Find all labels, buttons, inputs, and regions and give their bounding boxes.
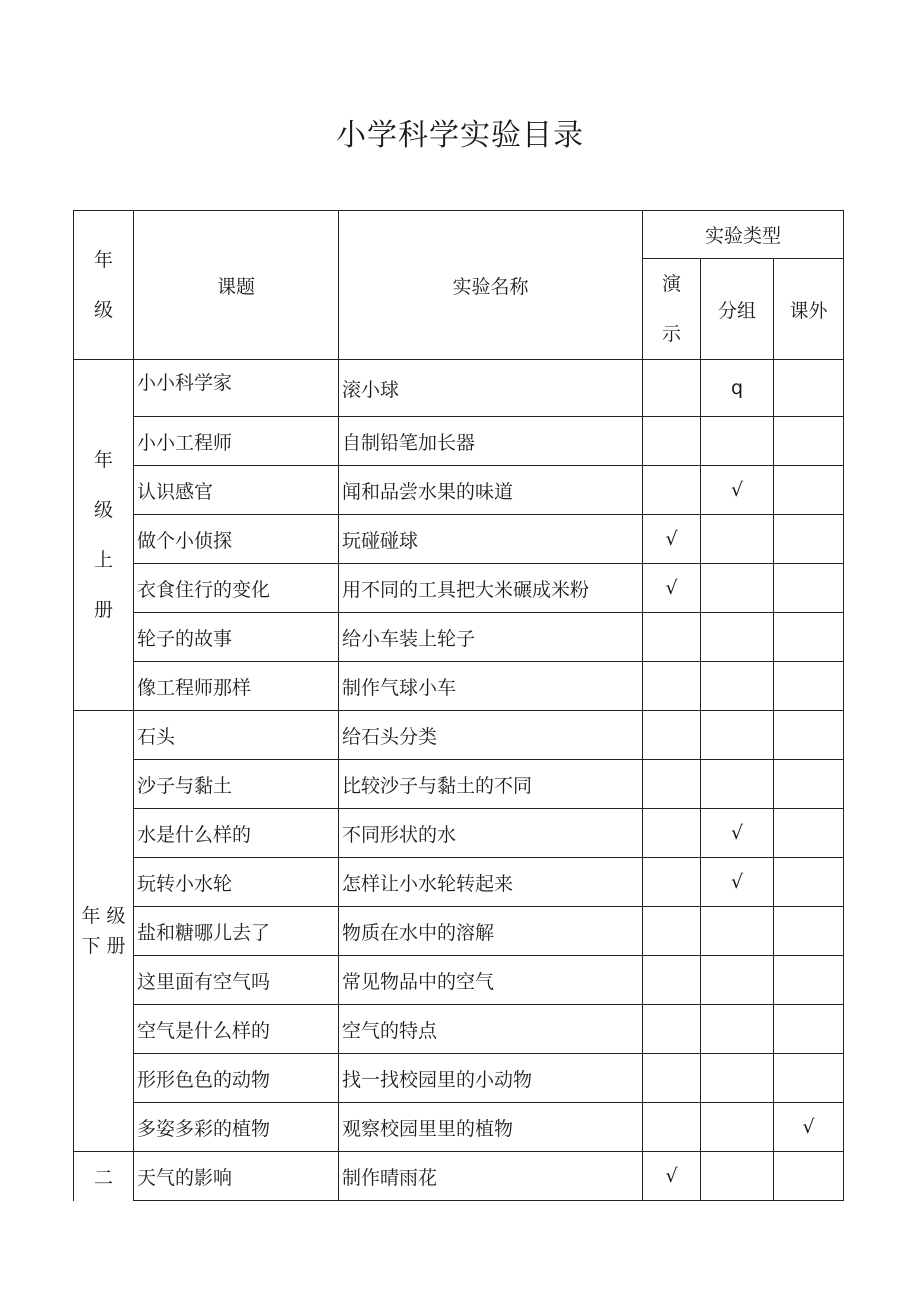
demo-mark-cell — [643, 809, 701, 858]
table-row — [74, 613, 844, 662]
table-row — [74, 662, 844, 711]
experiment-name-cell: 常见物品中的空气 — [339, 956, 643, 1005]
grade-cell: 年 级 上 册 — [74, 360, 134, 711]
demo-mark-cell — [643, 613, 701, 662]
extra-mark-cell — [774, 466, 844, 515]
table-row — [74, 809, 844, 858]
header-group: 分组 — [701, 259, 774, 360]
demo-mark-cell — [643, 956, 701, 1005]
extra-mark-cell — [774, 613, 844, 662]
table-row — [74, 1152, 844, 1201]
table-row — [74, 564, 844, 613]
experiment-name-cell: 观察校园里里的植物 — [339, 1103, 643, 1152]
extra-mark-cell — [774, 711, 844, 760]
experiment-name-cell: 用不同的工具把大米碾成米粉 — [339, 564, 643, 613]
demo-mark-cell — [643, 711, 701, 760]
extra-mark-cell — [774, 1152, 844, 1201]
demo-mark-cell — [643, 662, 701, 711]
group-mark-cell: √ — [701, 809, 774, 858]
topic-cell: 多姿多彩的植物 — [134, 1103, 339, 1152]
topic-cell: 石头 — [134, 711, 339, 760]
group-mark-cell — [701, 417, 774, 466]
topic-cell: 玩转小水轮 — [134, 858, 339, 907]
topic-cell: 像工程师那样 — [134, 662, 339, 711]
group-mark-cell — [701, 711, 774, 760]
header-extra: 课外 — [774, 259, 844, 360]
demo-mark-cell: √ — [643, 515, 701, 564]
demo-mark-cell — [643, 466, 701, 515]
group-mark-cell: √ — [701, 466, 774, 515]
table-row — [74, 711, 844, 760]
header-demo-text: 演 示 — [661, 273, 681, 345]
group-mark-cell: √ — [701, 858, 774, 907]
header-topic: 课题 — [134, 211, 339, 360]
experiment-name-cell: 制作气球小车 — [339, 662, 643, 711]
header-grade — [74, 211, 134, 360]
page-title: 小学科学实验目录 — [336, 118, 584, 153]
group-mark-cell — [701, 760, 774, 809]
experiment-name-cell: 比较沙子与黏土的不同 — [339, 760, 643, 809]
grade-cell: 年 级 下 册 — [74, 711, 134, 1152]
table-row — [74, 1005, 844, 1054]
topic-cell: 天气的影响 — [134, 1152, 339, 1201]
table-row — [74, 1103, 844, 1152]
extra-mark-cell — [774, 662, 844, 711]
group-mark-cell: q — [701, 360, 774, 417]
topic-cell: 盐和糖哪儿去了 — [134, 907, 339, 956]
extra-mark-cell — [774, 1054, 844, 1103]
table-row — [74, 956, 844, 1005]
topic-cell: 形形色色的动物 — [134, 1054, 339, 1103]
demo-mark-cell — [643, 417, 701, 466]
demo-mark-cell — [643, 858, 701, 907]
group-mark-cell — [701, 564, 774, 613]
extra-mark-cell — [774, 907, 844, 956]
extra-mark-cell — [774, 809, 844, 858]
demo-mark-cell — [643, 1005, 701, 1054]
topic-cell: 沙子与黏土 — [134, 760, 339, 809]
extra-mark-cell — [774, 858, 844, 907]
extra-mark-cell — [774, 1005, 844, 1054]
topic-cell: 衣食住行的变化 — [134, 564, 339, 613]
topic-cell: 空气是什么样的 — [134, 1005, 339, 1054]
experiment-name-cell: 空气的特点 — [339, 1005, 643, 1054]
header-experiment-name: 实验名称 — [339, 211, 643, 360]
topic-cell: 水是什么样的 — [134, 809, 339, 858]
extra-mark-cell — [774, 515, 844, 564]
extra-mark-cell — [774, 564, 844, 613]
table-row — [74, 760, 844, 809]
group-mark-cell — [701, 956, 774, 1005]
experiment-name-cell: 滚小球 — [339, 360, 643, 417]
demo-mark-cell: √ — [643, 1152, 701, 1201]
demo-mark-cell — [643, 1103, 701, 1152]
table-row — [74, 417, 844, 466]
group-mark-cell — [701, 1005, 774, 1054]
topic-cell: 做个小侦探 — [134, 515, 339, 564]
topic-cell: 这里面有空气吗 — [134, 956, 339, 1005]
group-mark-cell — [701, 1152, 774, 1201]
topic-cell: 小小科学家 — [134, 360, 339, 417]
table-row — [74, 360, 844, 417]
extra-mark-cell — [774, 360, 844, 417]
table-row — [74, 466, 844, 515]
topic-cell: 认识感官 — [134, 466, 339, 515]
group-mark-cell — [701, 662, 774, 711]
experiment-name-cell: 找一找校园里的小动物 — [339, 1054, 643, 1103]
table-row — [74, 1054, 844, 1103]
group-mark-cell — [701, 1054, 774, 1103]
experiment-name-cell: 玩碰碰球 — [339, 515, 643, 564]
demo-mark-cell — [643, 907, 701, 956]
group-mark-cell — [701, 907, 774, 956]
experiment-name-cell: 给小车装上轮子 — [339, 613, 643, 662]
experiment-name-cell: 给石头分类 — [339, 711, 643, 760]
experiment-table — [73, 210, 844, 1201]
demo-mark-cell — [643, 1054, 701, 1103]
table-row — [74, 907, 844, 956]
experiment-name-cell: 怎样让小水轮转起来 — [339, 858, 643, 907]
extra-mark-cell — [774, 417, 844, 466]
topic-cell: 小小工程师 — [134, 417, 339, 466]
table-body — [74, 360, 844, 1201]
header-demo — [643, 259, 701, 360]
experiment-name-cell: 不同形状的水 — [339, 809, 643, 858]
group-mark-cell — [701, 613, 774, 662]
grade-cell: 二 — [74, 1152, 134, 1201]
group-mark-cell — [701, 515, 774, 564]
topic-cell: 轮子的故事 — [134, 613, 339, 662]
experiment-name-cell: 闻和品尝水果的味道 — [339, 466, 643, 515]
demo-mark-cell: √ — [643, 564, 701, 613]
experiment-name-cell: 自制铅笔加长器 — [339, 417, 643, 466]
table-row — [74, 858, 844, 907]
group-mark-cell — [701, 1103, 774, 1152]
experiment-name-cell: 制作晴雨花 — [339, 1152, 643, 1201]
extra-mark-cell — [774, 760, 844, 809]
demo-mark-cell — [643, 760, 701, 809]
table-row — [74, 515, 844, 564]
header-experiment-type: 实验类型 — [643, 211, 844, 259]
header-grade-text: 年 级 — [93, 249, 113, 321]
experiment-name-cell: 物质在水中的溶解 — [339, 907, 643, 956]
demo-mark-cell — [643, 360, 701, 417]
extra-mark-cell — [774, 956, 844, 1005]
extra-mark-cell: √ — [774, 1103, 844, 1152]
